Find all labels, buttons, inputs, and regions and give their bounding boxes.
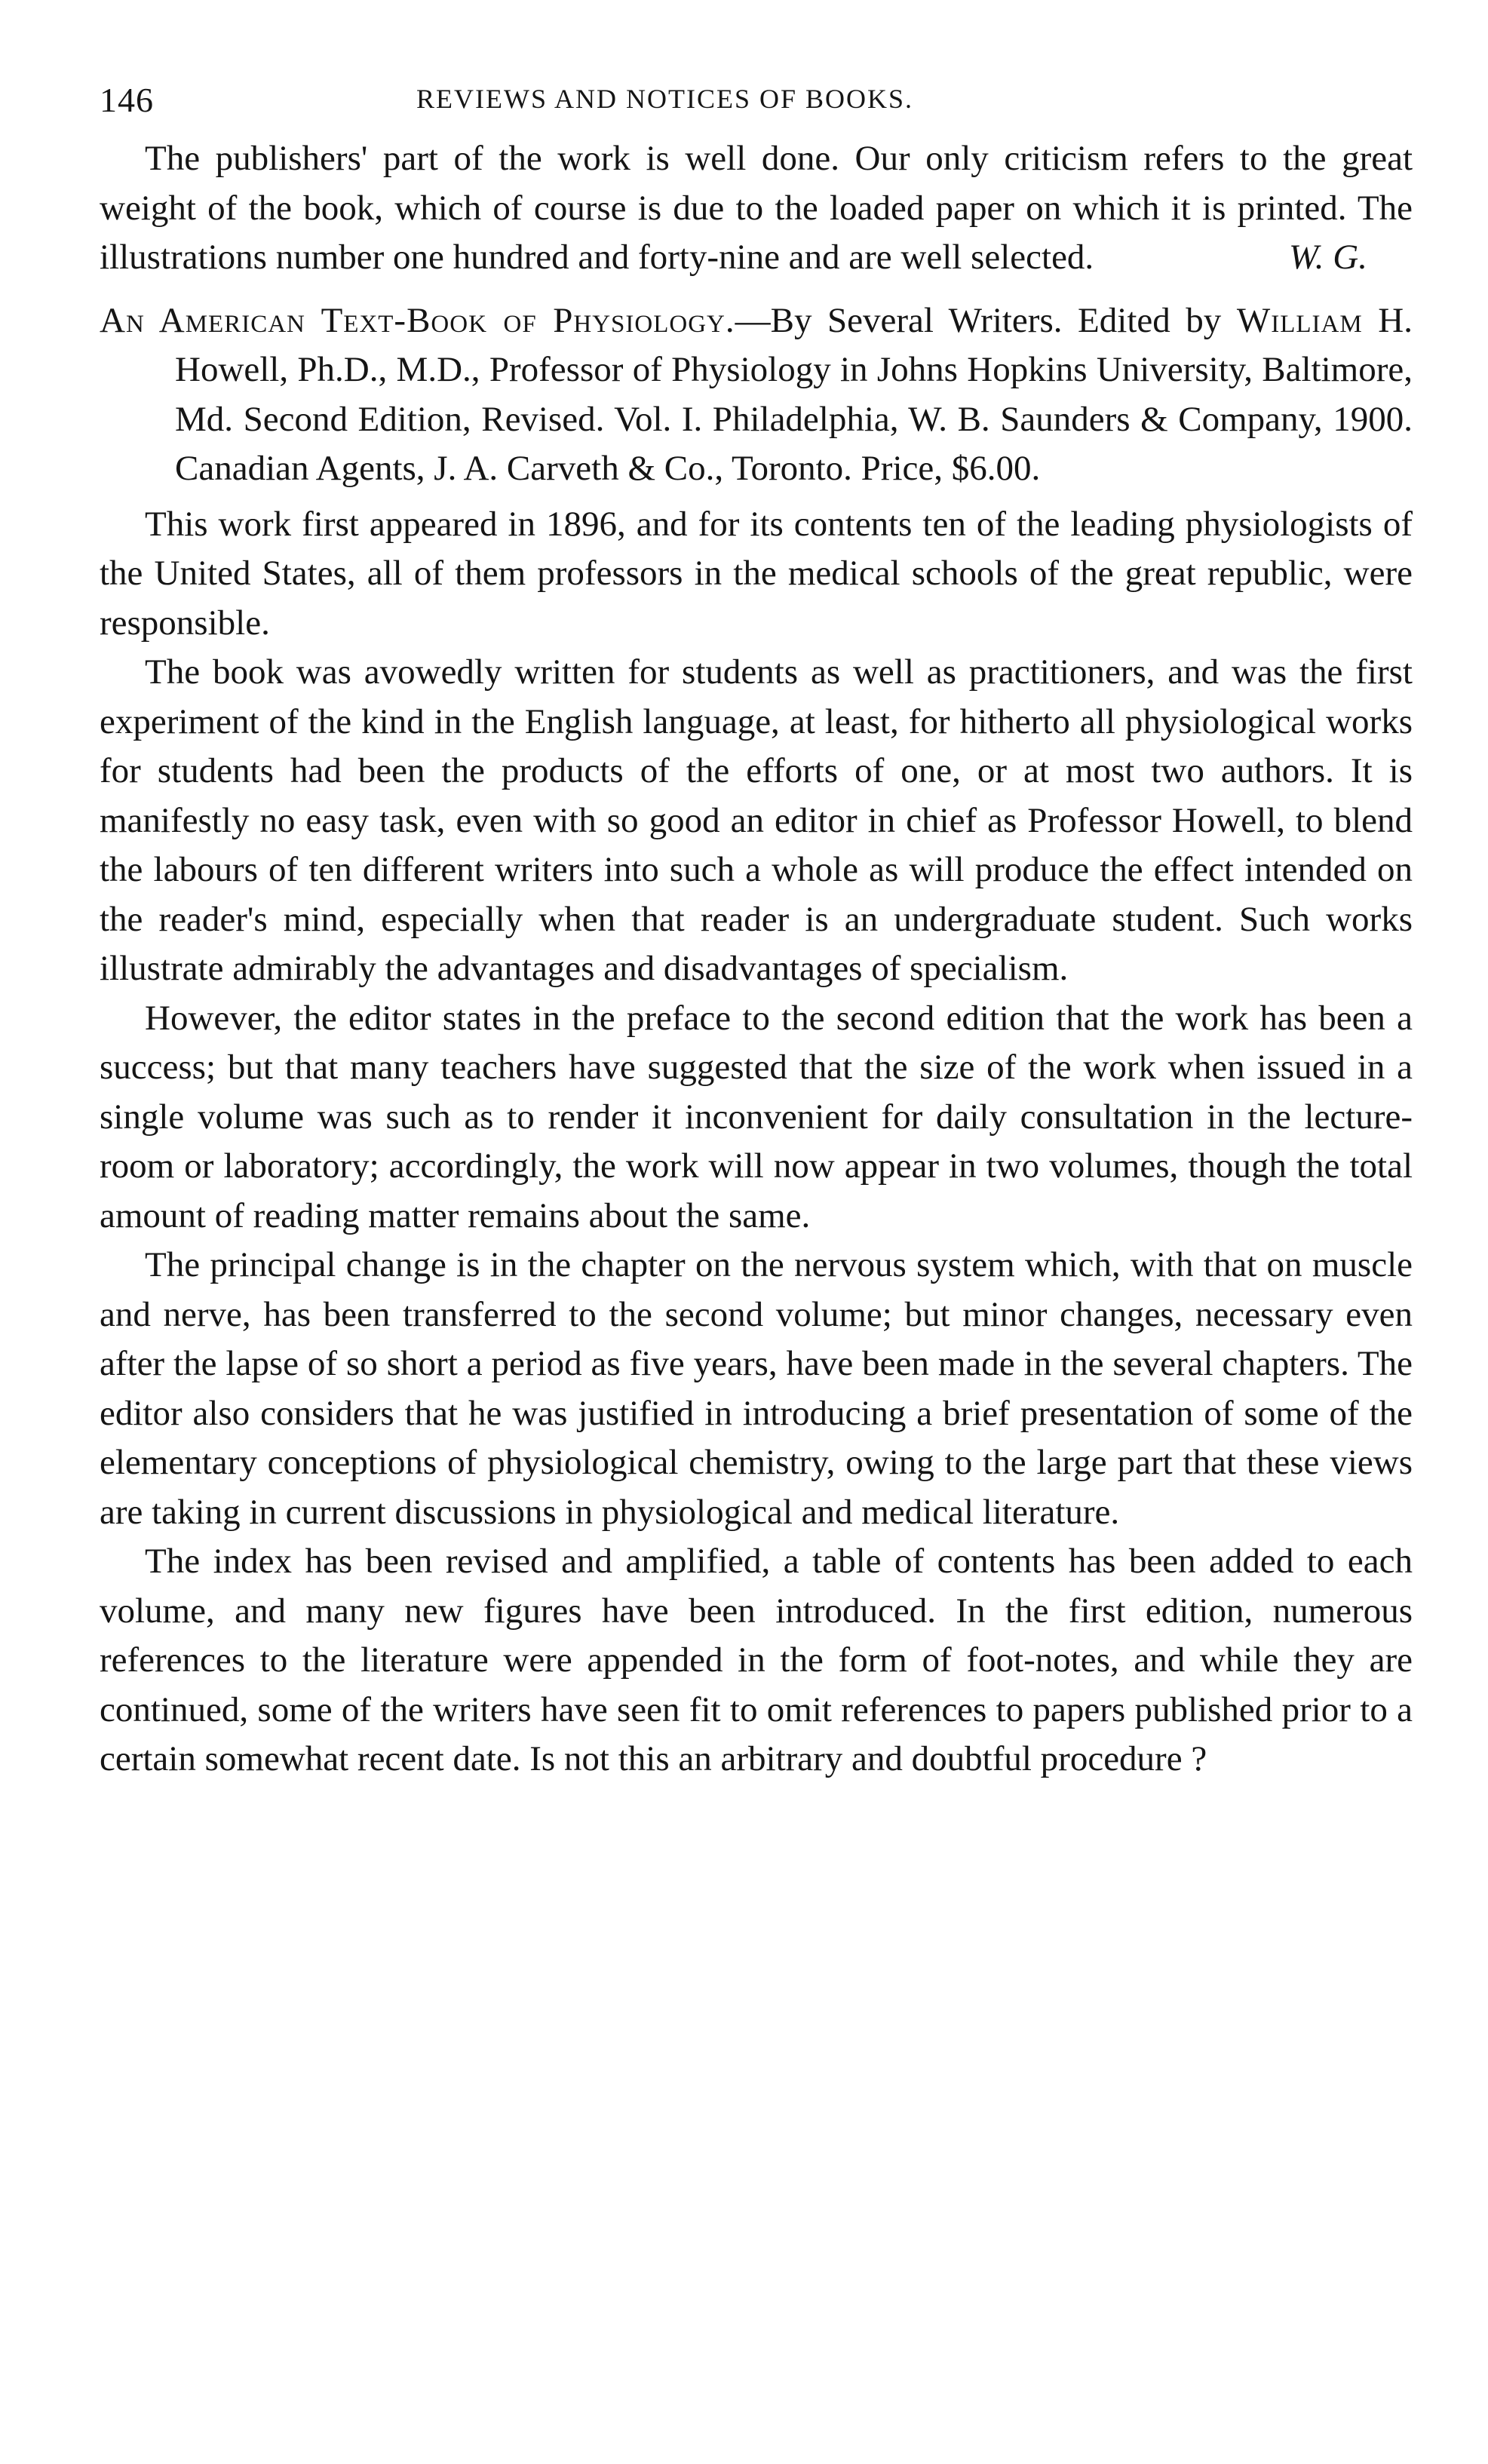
- review-paragraph-4: The principal change is in the chapter on the nervous system which, with that on muscle and nerve, has been transferred to the second volume; but minor changes, necessary even after the lapse of so short a period as five years, have been made in the several chapters. The editor also considers that he was justified in introducing a brief presentation of some of the elementary conceptions of physiological chemistry, owing to the large part that these views are taking in current discussions in physiological and medical literature.: [100, 1245, 1413, 1532]
- prev-review-text: The publishers' part of the work is well done. Our only criticism refers to the great weight of the book, which of course is due to the loaded paper on which it is printed. The illustrations number one hundred and forty-nine and are well selected.: [100, 139, 1413, 277]
- review-paragraph-5: The index has been revised and amplified, a table of contents has been added to each volume, and many new figures have been introduced. In the first edition, numerous references to the literature were appended in the form of foot-notes, and while they are continued, some of the writers have seen fit to omit references to papers published prior to a certain somewhat recent date. Is not this an arbitrary and doubtful procedure ?: [100, 1542, 1413, 1778]
- running-head: [100, 75, 1413, 130]
- review-paragraph-2: The book was avowedly written for students as well as practitioners, and was the first experiment of the kind in the English language, at least, for hitherto all physiological works for students had been the products of the efforts of one, or at most two authors. It is manifestly no easy task, even with so good an editor in chief as Professor Howell, to blend the labours of ten different writers into such a whole as will produce the effect intended on the reader's mind, especially when that reader is an undergraduate student. Such works illustrate admirably the advantages and disadvantages of specialism.: [100, 652, 1413, 988]
- editor-name: William: [1236, 300, 1363, 340]
- review-title: An American Text-Book of Physiology.: [100, 300, 735, 340]
- reviewer-signature: W. G.: [1288, 238, 1367, 277]
- running-title: REVIEWS AND NOTICES OF BOOKS.: [416, 84, 914, 114]
- page-body: [100, 134, 1413, 1784]
- page-number: 146: [100, 81, 154, 119]
- review-paragraph-3: However, the editor states in the preface to the second edition that the work has been a success; but that many teachers have suggested that the size of the work when issued in a single volume was such as to render it inconvenient for daily consultation in the lecture-room or laboratory; accordingly, the work will now appear in two volumes, though the total amount of reading matter remains about the same.: [100, 998, 1413, 1235]
- review-bibliographic-details: H. Howell, Ph.D., M.D., Professor of Physiology in Johns Hopkins University, Baltimore, Md. Second Edition, Revised. Vol. I. Philadelphia, W. B. Saunders & Company, 1900. Canadian Agents, J. A. Carveth & Co., Toronto. Price, $6.00.: [175, 300, 1413, 488]
- review-heading: [100, 296, 1413, 494]
- review-title-rest: —By Several Writers. Edited by: [735, 300, 1237, 340]
- review-paragraph-1: This work first appeared in 1896, and for its contents ten of the leading physiologists of the United States, all of them professors in the medical schools of the great republic, were responsible.: [100, 504, 1413, 643]
